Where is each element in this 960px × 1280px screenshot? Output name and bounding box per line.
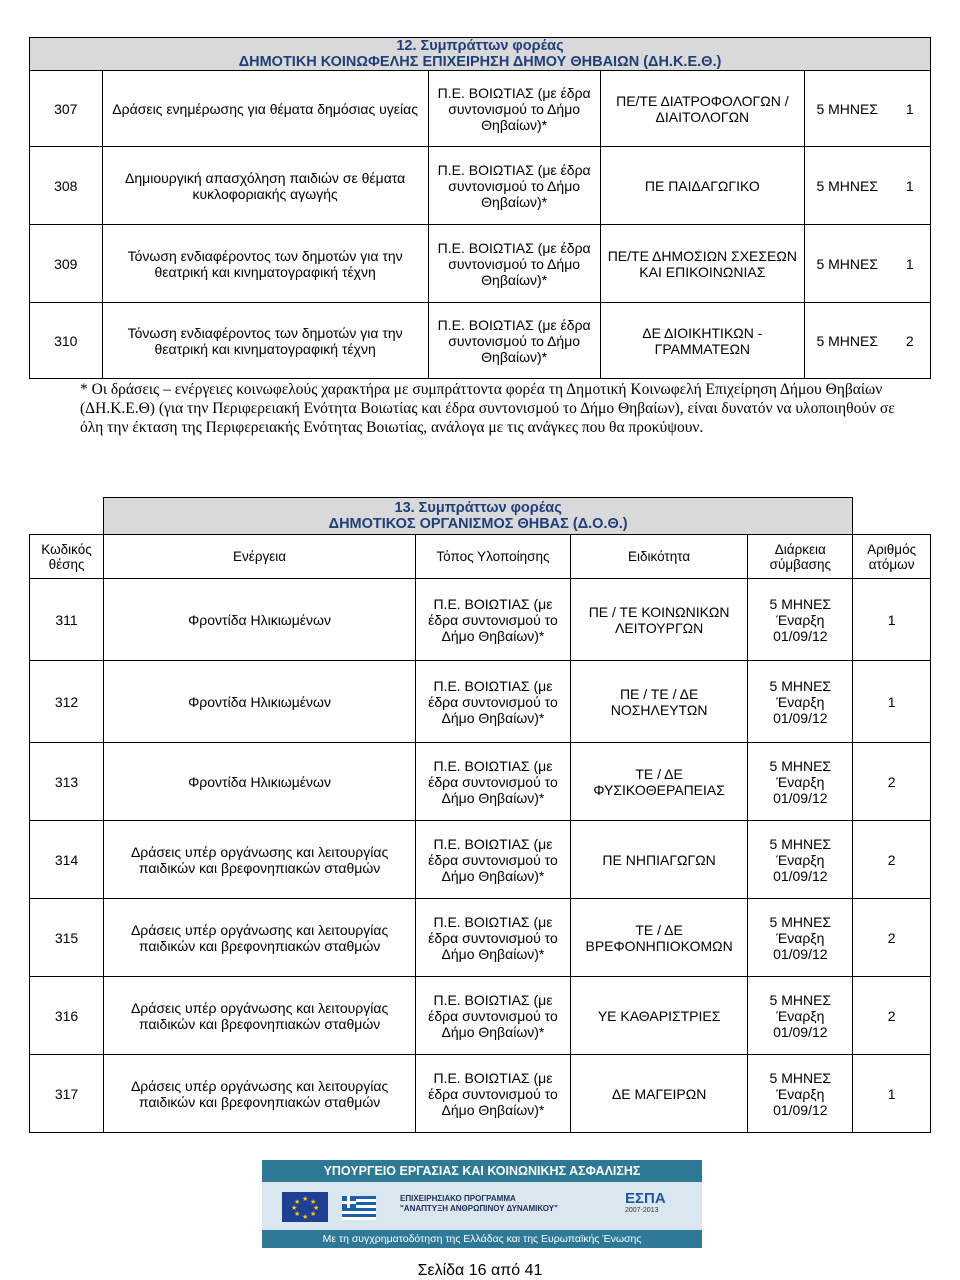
position-code: 315 — [30, 899, 104, 977]
duration-cell: 5 ΜΗΝΕΣ Έναρξη 01/09/12 — [748, 1055, 853, 1133]
location-cell: Π.Ε. ΒΟΙΩΤΙΑΣ (με έδρα συντονισμού το Δήμο Θηβαίων)* — [416, 899, 571, 977]
location-cell: Π.Ε. ΒΟΙΩΤΙΑΣ (με έδρα συντονισμού το Δήμο Θηβαίων)* — [416, 977, 571, 1055]
section-13-header — [104, 498, 853, 535]
action-cell: Τόνωση ενδιαφέροντος των δημοτών για την θεατρική και κινηματογραφική τέχνη — [102, 225, 428, 303]
column-header-duration: Διάρκεια σύμβασης — [748, 535, 853, 579]
program-logo — [400, 1194, 570, 1214]
position-code: 312 — [30, 661, 104, 743]
table-row — [30, 743, 931, 821]
duration-cell: 5 ΜΗΝΕΣ — [805, 147, 890, 225]
duration-cell: 5 ΜΗΝΕΣ Έναρξη 01/09/12 — [748, 579, 853, 661]
action-cell: Δράσεις υπέρ οργάνωσης και λειτουργίας παιδικών και βρεφονηπιακών σταθμών — [104, 977, 416, 1055]
action-cell: Δράσεις υπέρ οργάνωσης και λειτουργίας παιδικών και βρεφονηπιακών σταθμών — [104, 821, 416, 899]
program-line-1: ΕΠΙΧΕΙΡΗΣΙΑΚΟ ΠΡΟΓΡΑΜΜΑ — [400, 1194, 516, 1203]
table-row — [30, 579, 931, 661]
table-row — [30, 661, 931, 743]
table-row — [30, 147, 931, 225]
count-cell: 1 — [889, 71, 930, 147]
count-cell: 1 — [889, 147, 930, 225]
table-row — [30, 71, 931, 147]
table-row — [30, 1055, 931, 1133]
specialty-cell: ΠΕ/ΤΕ ΔΙΑΤΡΟΦΟΛΟΓΩΝ /ΔΙΑΙΤΟΛΟΓΩΝ — [600, 71, 804, 147]
position-code: 317 — [30, 1055, 104, 1133]
section-12-title: 12. Συμπράττων φορέας — [396, 38, 564, 54]
action-cell: Φροντίδα Ηλικιωμένων — [104, 579, 416, 661]
specialty-cell: ΠΕ / ΤΕ ΚΟΙΝΩΝΙΚΩΝ ΛΕΙΤΟΥΡΓΩΝ — [570, 579, 748, 661]
column-header-action: Ενέργεια — [104, 535, 416, 579]
count-cell: 2 — [853, 821, 931, 899]
ministry-title: ΥΠΟΥΡΓΕΙΟ ΕΡΓΑΣΙΑΣ ΚΑΙ ΚΟΙΝΩΝΙΚΗΣ ΑΣΦΑΛΙΣΗΣ — [262, 1160, 702, 1182]
duration-cell: 5 ΜΗΝΕΣ Έναρξη 01/09/12 — [748, 743, 853, 821]
count-cell: 1 — [889, 225, 930, 303]
action-cell: Φροντίδα Ηλικιωμένων — [104, 661, 416, 743]
espa-logo — [625, 1190, 685, 1220]
location-cell: Π.Ε. ΒΟΙΩΤΙΑΣ (με έδρα συντονισμού το Δήμο Θηβαίων)* — [428, 71, 600, 147]
duration-cell: 5 ΜΗΝΕΣ — [805, 225, 890, 303]
specialty-cell: ΔΕ ΔΙΟΙΚΗΤΙΚΩΝ - ΓΡΑΜΜΑΤΕΩΝ — [600, 303, 804, 379]
position-code: 314 — [30, 821, 104, 899]
column-header-location: Τόπος Υλοποίησης — [416, 535, 571, 579]
specialty-cell: ΠΕ ΝΗΠΙΑΓΩΓΩΝ — [570, 821, 748, 899]
specialty-cell: ΥΕ ΚΑΘΑΡΙΣΤΡΙΕΣ — [570, 977, 748, 1055]
count-cell: 2 — [853, 743, 931, 821]
action-cell: Τόνωση ενδιαφέροντος των δημοτών για την θεατρική και κινηματογραφική τέχνη — [102, 303, 428, 379]
section-12-header — [30, 38, 931, 71]
position-code: 316 — [30, 977, 104, 1055]
espa-label: ΕΣΠΑ — [625, 1190, 666, 1207]
location-cell: Π.Ε. ΒΟΙΩΤΙΑΣ (με έδρα συντονισμού το Δήμο Θηβαίων)* — [416, 661, 571, 743]
count-cell: 2 — [853, 977, 931, 1055]
section-12-table — [29, 37, 931, 379]
count-cell: 1 — [853, 1055, 931, 1133]
specialty-cell: ΤΕ / ΔΕ ΒΡΕΦΟΝΗΠΙΟΚΟΜΩΝ — [570, 899, 748, 977]
column-header-specialty: Ειδικότητα — [570, 535, 748, 579]
specialty-cell: ΠΕ ΠΑΙΔΑΓΩΓΙΚΟ — [600, 147, 804, 225]
location-cell: Π.Ε. ΒΟΙΩΤΙΑΣ (με έδρα συντονισμού το Δήμο Θηβαίων)* — [428, 225, 600, 303]
column-header-count: Αριθμός ατόμων — [853, 535, 931, 579]
table-row — [30, 303, 931, 379]
eu-flag-icon: ★ ★ ★ ★ ★ ★ ★ ★ — [282, 1192, 328, 1222]
table-row — [30, 821, 931, 899]
program-line-2: "ΑΝΑΠΤΥΞΗ ΑΝΘΡΩΠΙΝΟΥ ΔΥΝΑΜΙΚΟΥ" — [400, 1204, 558, 1213]
action-cell: Δράσεις υπέρ οργάνωσης και λειτουργίας παιδικών και βρεφονηπιακών σταθμών — [104, 899, 416, 977]
count-cell: 1 — [853, 579, 931, 661]
duration-cell: 5 ΜΗΝΕΣ — [805, 71, 890, 147]
cofunding-statement: Με τη συγχρηματοδότηση της Ελλάδας και της Ευρωπαϊκής Ένωσης — [262, 1230, 702, 1248]
section-12-subtitle: ΔΗΜΟΤΙΚΗ ΚΟΙΝΩΦΕΛΗΣ ΕΠΙΧΕΙΡΗΣΗ ΔΗΜΟΥ ΘΗΒΑΙΩΝ (ΔΗ.Κ.Ε.Θ.) — [238, 54, 722, 70]
footnote: * Οι δράσεις – ενέργειες κοινωφελούς χαρακτήρα με συμπράττοντα φορέα τη Δημοτική Κοινωφελή Επιχείρηση Δήμου Θηβαίων (ΔΗ.Κ.Ε.Θ) (για την Περιφερειακή Ενότητα Βοιωτίας και έδρα συντονισμού το Δήμο Θηβαίων), είναι δυνατόν να υλοποιηθούν σε όλη την έκταση της Περιφερειακής Ενότητας Βοιωτίας, ανάλογα με τις ανάγκες που θα προκύψουν. — [80, 381, 895, 436]
position-code: 309 — [30, 225, 103, 303]
duration-cell: 5 ΜΗΝΕΣ Έναρξη 01/09/12 — [748, 821, 853, 899]
section-13-subtitle: ΔΗΜΟΤΙΚΟΣ ΟΡΓΑΝΙΣΜΟΣ ΘΗΒΑΣ (Δ.Ο.Θ.) — [328, 516, 628, 532]
specialty-cell: ΤΕ / ΔΕ ΦΥΣΙΚΟΘΕΡΑΠΕΙΑΣ — [570, 743, 748, 821]
action-cell: Φροντίδα Ηλικιωμένων — [104, 743, 416, 821]
position-code: 313 — [30, 743, 104, 821]
espa-years: 2007-2013 — [625, 1207, 659, 1214]
table-row — [30, 977, 931, 1055]
specialty-cell: ΠΕ / ΤΕ / ΔΕ ΝΟΣΗΛΕΥΤΩΝ — [570, 661, 748, 743]
location-cell: Π.Ε. ΒΟΙΩΤΙΑΣ (με έδρα συντονισμού το Δήμο Θηβαίων)* — [416, 743, 571, 821]
action-cell: Δράσεις υπέρ οργάνωσης και λειτουργίας παιδικών και βρεφονηπιακών σταθμών — [104, 1055, 416, 1133]
table-header-row — [30, 535, 931, 579]
table-row — [30, 899, 931, 977]
duration-cell: 5 ΜΗΝΕΣ Έναρξη 01/09/12 — [748, 661, 853, 743]
page-number: Σελίδα 16 από 41 — [417, 1262, 543, 1279]
position-code: 311 — [30, 579, 104, 661]
location-cell: Π.Ε. ΒΟΙΩΤΙΑΣ (με έδρα συντονισμού το Δήμο Θηβαίων)* — [416, 821, 571, 899]
count-cell: 2 — [853, 899, 931, 977]
column-header-code: Κωδικός θέσης — [30, 535, 104, 579]
count-cell: 2 — [889, 303, 930, 379]
specialty-cell: ΠΕ/ΤΕ ΔΗΜΟΣΙΩΝ ΣΧΕΣΕΩΝ ΚΑΙ ΕΠΙΚΟΙΝΩΝΙΑΣ — [600, 225, 804, 303]
section-13-title: 13. Συμπράττων φορέας — [394, 500, 562, 516]
specialty-cell: ΔΕ ΜΑΓΕΙΡΩΝ — [570, 1055, 748, 1133]
duration-cell: 5 ΜΗΝΕΣ Έναρξη 01/09/12 — [748, 899, 853, 977]
action-cell: Δημιουργική απασχόληση παιδιών σε θέματα κυκλοφοριακής αγωγής — [102, 147, 428, 225]
count-cell: 1 — [853, 661, 931, 743]
location-cell: Π.Ε. ΒΟΙΩΤΙΑΣ (με έδρα συντονισμού το Δήμο Θηβαίων)* — [416, 1055, 571, 1133]
position-code: 310 — [30, 303, 103, 379]
location-cell: Π.Ε. ΒΟΙΩΤΙΑΣ (με έδρα συντονισμού το Δήμο Θηβαίων)* — [428, 147, 600, 225]
action-cell: Δράσεις ενημέρωσης για θέματα δημόσιας υγείας — [102, 71, 428, 147]
duration-cell: 5 ΜΗΝΕΣ — [805, 303, 890, 379]
location-cell: Π.Ε. ΒΟΙΩΤΙΑΣ (με έδρα συντονισμού το Δήμο Θηβαίων)* — [428, 303, 600, 379]
duration-cell: 5 ΜΗΝΕΣ Έναρξη 01/09/12 — [748, 977, 853, 1055]
position-code: 307 — [30, 71, 103, 147]
table-row — [30, 225, 931, 303]
location-cell: Π.Ε. ΒΟΙΩΤΙΑΣ (με έδρα συντονισμού το Δήμο Θηβαίων)* — [416, 579, 571, 661]
section-13-table — [29, 497, 931, 1133]
greek-flag-icon — [342, 1196, 376, 1220]
position-code: 308 — [30, 147, 103, 225]
